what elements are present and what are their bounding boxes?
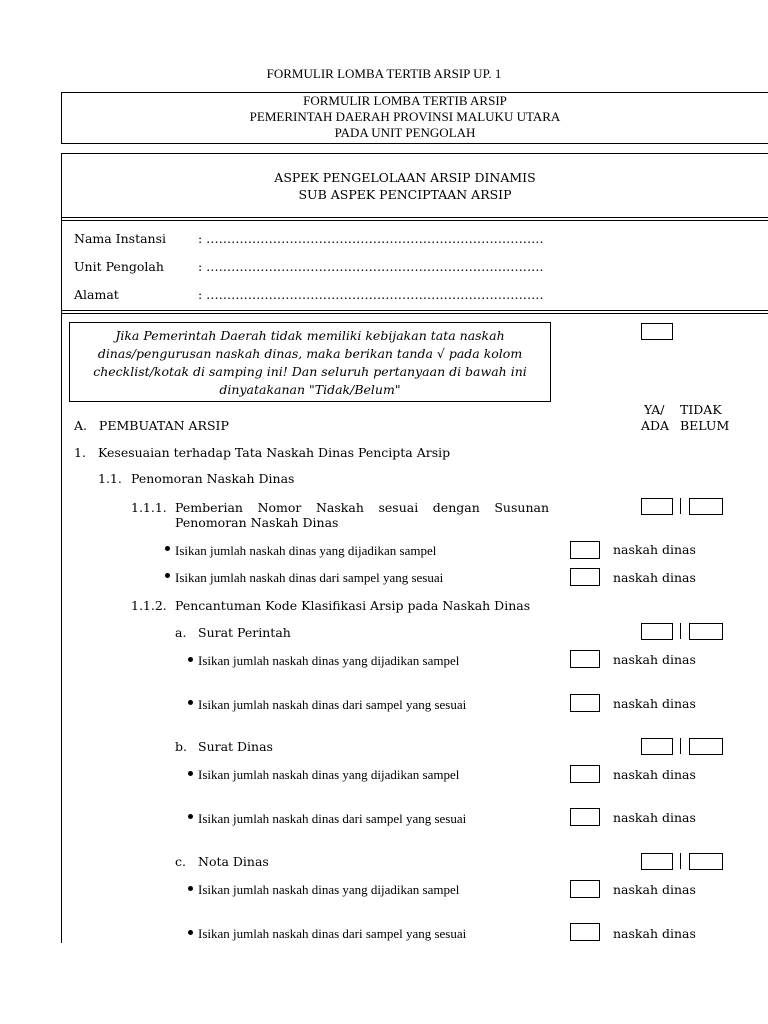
double-rule-2a [61,310,768,311]
field-value-alamat[interactable]: : ……………………………………………………………………… [198,287,544,302]
col-header-tidak: TIDAK [680,402,722,417]
header-line-2: PEMERINTAH DAERAH PROVINSI MALUKU UTARA [249,109,561,124]
header-line-3: PADA UNIT PENGOLAH [334,125,476,140]
sub-b-number: b. [175,739,187,754]
bullet-dot [188,930,193,935]
sub-c-number: c. [175,854,186,869]
bullet-dot [165,573,170,578]
header-box [61,93,749,141]
unit-label: naskah dinas [613,542,696,557]
input-a-sesuai[interactable] [570,694,600,712]
item-1-1-1-tidak-checkbox[interactable] [689,498,723,515]
bullet-a-sesuai: Isikan jumlah naskah dinas dari sampel yang sesuai [198,697,467,712]
col-header-ada: ADA [641,418,670,433]
checkbox-separator [680,738,681,754]
field-label-alamat: Alamat [74,287,119,302]
bullet-dot [188,771,193,776]
item-1-text: Kesesuaian terhadap Tata Naskah Dinas Pencipta Arsip [98,445,451,460]
item-1-number: 1. [74,445,86,460]
sub-a-number: a. [175,625,187,640]
sub-c-ya-checkbox[interactable] [641,853,673,870]
checkbox-separator [680,623,681,639]
input-b-sampel[interactable] [570,765,600,783]
item-1-1-1-ya-checkbox[interactable] [641,498,673,515]
instruction-note [69,322,551,402]
no-policy-checkbox[interactable] [641,323,673,340]
unit-label: naskah dinas [613,926,696,941]
item-1-1-2-number: 1.1.2. [131,598,167,613]
unit-label: naskah dinas [613,767,696,782]
double-rule-1b [61,220,768,221]
input-c-sesuai[interactable] [570,923,600,941]
unit-label: naskah dinas [613,882,696,897]
field-value-unit-pengolah[interactable]: : ……………………………………………………………………… [198,259,544,274]
input-1-1-1-sampel[interactable] [570,541,600,559]
bullet-dot [188,886,193,891]
sub-a-ya-checkbox[interactable] [641,623,673,640]
bullet-c-sampel: Isikan jumlah naskah dinas yang dijadikan sampel [198,882,460,897]
double-rule-2b [61,313,768,314]
aspect-line-1: ASPEK PENGELOLAAN ARSIP DINAMIS [274,170,536,185]
form-left-border [61,153,62,943]
unit-label: naskah dinas [613,696,696,711]
document-title: FORMULIR LOMBA TERTIB ARSIP UP. 1 [266,66,502,81]
bullet-dot [165,546,170,551]
instruction-note-text: Jika Pemerintah Daerah tidak memiliki kebijakan tata naskah dinas/pengurusan naskah dinas, maka berikan tanda √ pada kolom checklist/kotak di samping ini! Dan seluruh pertanyaan di bawah ini dinyatakanan "Tidak/Belum" [93,328,527,397]
bullet-b-sesuai: Isikan jumlah naskah dinas dari sampel yang sesuai [198,811,467,826]
item-1-1-number: 1.1. [98,471,122,486]
col-header-belum: BELUM [680,418,730,433]
field-label-nama-instansi: Nama Instansi [74,231,167,246]
bullet-dot [188,814,193,819]
sub-b-tidak-checkbox[interactable] [689,738,723,755]
bullet-a-sampel: Isikan jumlah naskah dinas yang dijadikan sampel [198,653,460,668]
header-box-bottom-border [61,143,768,144]
header-line-1: FORMULIR LOMBA TERTIB ARSIP [303,93,507,108]
input-b-sesuai[interactable] [570,808,600,826]
item-1-1-1-text-line1: Pemberian Nomor Naskah sesuai dengan Susunan [175,500,549,515]
sub-c-tidak-checkbox[interactable] [689,853,723,870]
field-label-unit-pengolah: Unit Pengolah [74,259,164,274]
bullet-b-sampel: Isikan jumlah naskah dinas yang dijadikan sampel [198,767,460,782]
checkbox-separator [680,498,681,514]
sub-c-text: Nota Dinas [198,854,269,869]
item-1-1-2-text: Pencantuman Kode Klasifikasi Arsip pada Naskah Dinas [175,598,531,613]
bullet-c-sesuai: Isikan jumlah naskah dinas dari sampel yang sesuai [198,926,467,941]
unit-label: naskah dinas [613,570,696,585]
sub-b-text: Surat Dinas [198,739,273,754]
aspect-line-2: SUB ASPEK PENCIPTAAN ARSIP [298,187,512,202]
input-c-sampel[interactable] [570,880,600,898]
bullet-1-1-1-sesuai: Isikan jumlah naskah dinas dari sampel yang sesuai [175,570,444,585]
aspect-box-top-border [61,153,768,154]
double-rule-1a [61,217,768,218]
sub-b-ya-checkbox[interactable] [641,738,673,755]
bullet-1-1-1-sampel: Isikan jumlah naskah dinas yang dijadikan sampel [175,543,437,558]
item-1-1-text: Penomoran Naskah Dinas [131,471,295,486]
aspect-box [61,169,749,203]
sub-a-tidak-checkbox[interactable] [689,623,723,640]
bullet-dot [188,657,193,662]
item-1-1-1-number: 1.1.1. [131,500,167,515]
sub-a-text: Surat Perintah [198,625,291,640]
unit-label: naskah dinas [613,810,696,825]
unit-label: naskah dinas [613,652,696,667]
col-header-ya: YA/ [644,402,665,417]
input-a-sampel[interactable] [570,650,600,668]
item-1-1-1-text-line2: Penomoran Naskah Dinas [175,515,339,530]
bullet-dot [188,700,193,705]
section-a-heading: A. PEMBUATAN ARSIP [74,418,229,433]
field-value-nama-instansi[interactable]: : ……………………………………………………………………… [198,231,544,246]
checkbox-separator [680,853,681,869]
input-1-1-1-sesuai[interactable] [570,568,600,586]
